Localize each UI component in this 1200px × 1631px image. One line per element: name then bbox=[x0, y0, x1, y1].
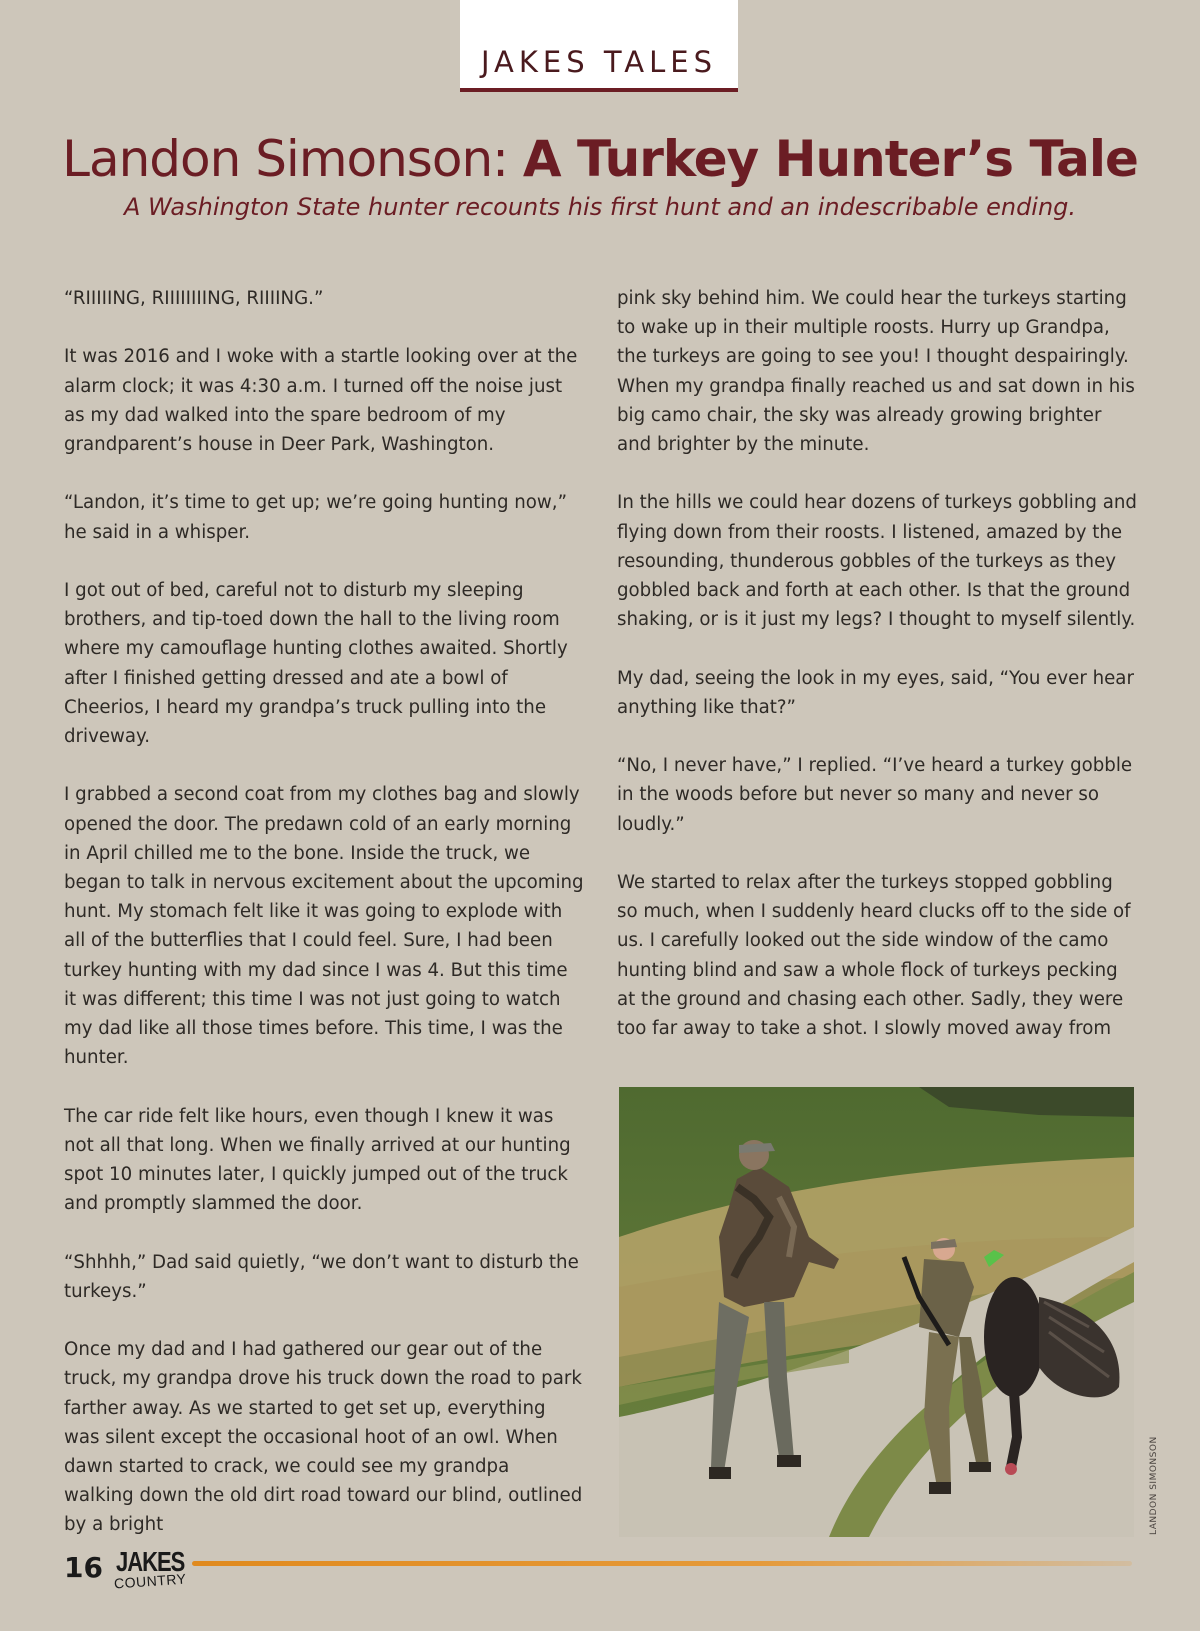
paragraph: “Shhhh,” Dad said quietly, “we don’t want to disturb the turkeys.” bbox=[64, 1251, 579, 1302]
page-number: 16 bbox=[64, 1551, 103, 1584]
paragraph: It was 2016 and I woke with a startle looking over at the alarm clock; it was 4:30 a.m. I turned off the noise just as my dad walked into the spare bedroom of my grandparent’s house in Deer Park, Washington. bbox=[64, 346, 578, 455]
paragraph: We started to relax after the turkeys stopped gobbling so much, when I suddenly heard clucks off to the side of us. I carefully looked out the side window of the camo hunting blind and saw a whole flock of turkeys pecking at the ground and chasing each other. Sadly, they were too far away to take a shot. I slowly moved away from bbox=[617, 872, 1131, 1040]
article-subhead: A Washington State hunter recounts his first hunt and an indescribable ending. bbox=[123, 193, 1077, 221]
magazine-logo-bottom: COUNTRY bbox=[113, 1570, 187, 1592]
headline-title: A Turkey Hunter’s Tale bbox=[522, 130, 1138, 188]
hunting-photo bbox=[619, 1087, 1134, 1537]
article-column-left bbox=[64, 284, 584, 1569]
paragraph: My dad, seeing the look in my eyes, said, “You ever hear anything like that?” bbox=[617, 667, 1134, 718]
article-column-right bbox=[617, 284, 1137, 1072]
photo-credit: LANDON SIMONSON bbox=[1149, 1436, 1159, 1535]
footer-rule bbox=[192, 1561, 1132, 1566]
paragraph: I grabbed a second coat from my clothes bag and slowly opened the door. The predawn cold of an early morning in April chilled me to the bone. Inside the truck, we began to talk in nervous excitement about the upcoming hunt. My stomach felt like it was going to explode with all of the butterflies that I could feel. Sure, I had been turkey hunting with my dad since I was 4. But this time it was different; this time I was not just going to watch my dad like all those times before. This time, I was the hunter. bbox=[64, 784, 584, 1069]
paragraph: I got out of bed, careful not to disturb my sleeping brothers, and tip-toed down the hall to the living room where my camouflage hunting clothes awaited. Shortly after I finished getting dressed and ate a bowl of Cheerios, I heard my grandpa’s truck pulling into the driveway. bbox=[64, 579, 568, 747]
page-footer bbox=[64, 1545, 1134, 1595]
section-label: JAKES TALES bbox=[480, 45, 718, 79]
paragraph: “No, I never have,” I replied. “I’ve heard a turkey gobble in the woods before but never so many and never so loudly.” bbox=[617, 755, 1133, 835]
paragraph: Once my dad and I had gathered our gear out of the truck, my grandpa drove his truck down the road to park farther away. As we started to get set up, everything was silent except the occasional hoot of an owl. When dawn started to crack, we could see my grandpa walking down the old dirt road toward our blind, outlined by a bright bbox=[64, 1339, 583, 1536]
paragraph: “Landon, it’s time to get up; we’re going hunting now,” he said in a whisper. bbox=[64, 492, 568, 543]
photo-illustration bbox=[619, 1087, 1134, 1537]
paragraph: The car ride felt like hours, even though I knew it was not all that long. When we finally arrived at our hunting spot 10 minutes later, I quickly jumped out of the truck and promptly slammed the door. bbox=[64, 1105, 571, 1215]
article-headline bbox=[0, 130, 1200, 188]
headline-name: Landon Simonson: bbox=[62, 130, 508, 188]
paragraph: “RIIIIING, RIIIIIIIING, RIIIING.” bbox=[64, 288, 324, 309]
paragraph: In the hills we could hear dozens of turkeys gobbling and flying down from their roosts. I listened, amazed by the resounding, thunderous gobbles of the turkeys as they gobbled back and forth at each other. Is that the ground shaking, or is it just my legs? I thought to myself silently. bbox=[617, 492, 1137, 631]
section-tab bbox=[460, 0, 738, 92]
magazine-logo-top: JAKES bbox=[116, 1545, 185, 1577]
paragraph: pink sky behind him. We could hear the turkeys starting to wake up in their multiple roosts. Hurry up Grandpa, the turkeys are going to see you! I thought despairingly. When my grandpa finally reached us and sat down in his big camo chair, the sky was already growing brighter and brighter by the minute. bbox=[617, 288, 1135, 456]
